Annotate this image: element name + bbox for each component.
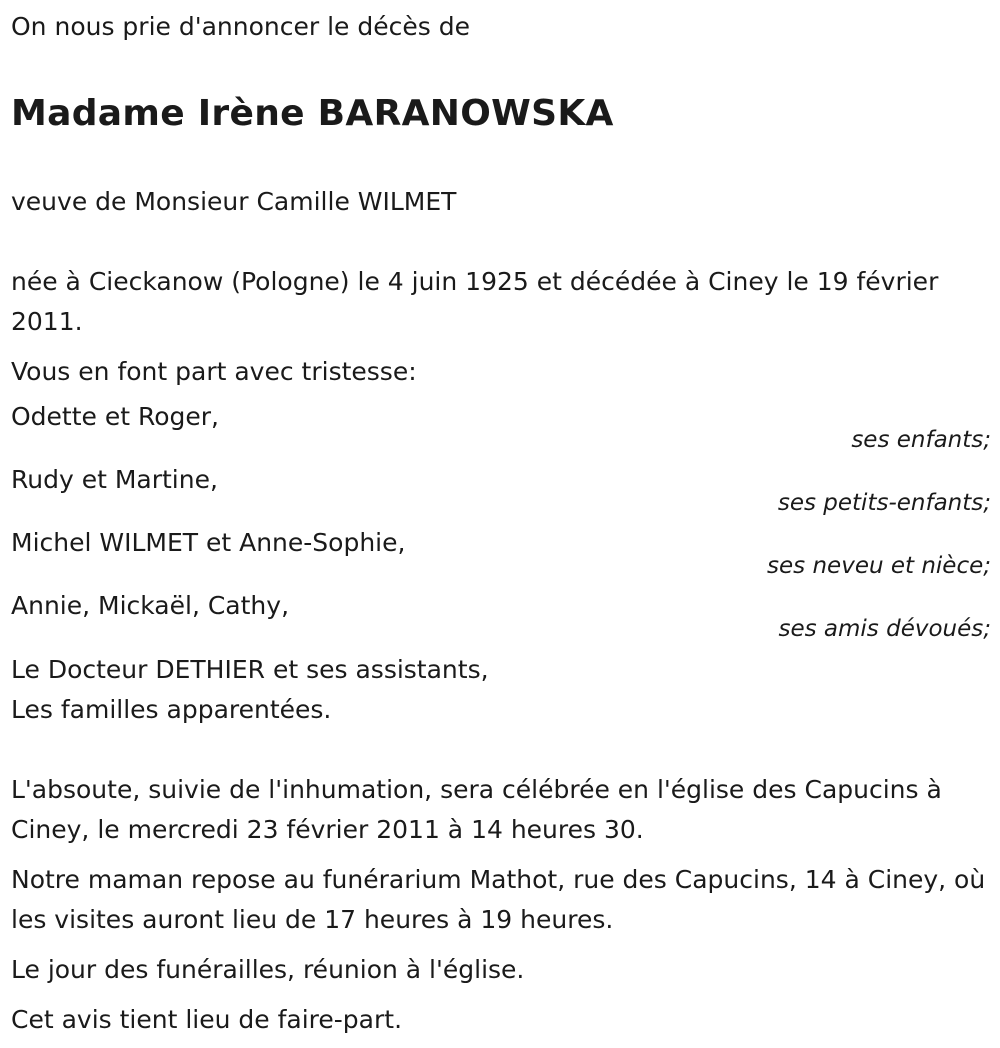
family-relation: ses amis dévoués; [778,616,991,642]
family-relation: ses petits-enfants; [777,490,991,516]
related-families-text: Les familles apparentées. [11,695,332,724]
closing-text: Cet avis tient lieu de faire-part. [11,1005,403,1034]
announcement-text: Vous en font part avec tristesse: [11,357,417,386]
family-names: Rudy et Martine, [11,465,218,494]
family-list [11,402,991,654]
intro-text: On nous prie d'annoncer le décès de [11,12,470,41]
obituary-notice [11,0,991,1040]
deceased-name: Madame Irène BARANOWSKA [11,93,614,134]
family-entry [11,402,991,465]
ceremony-text: L'absoute, suivie de l'inhumation, sera célébrée en l'église des Capucins à Ciney, le mercredi 23 février 2011 à 14 heures 30. [11,775,942,844]
family-names: Annie, Mickaël, Cathy, [11,591,290,620]
birth-death-text: née à Cieckanow (Pologne) le 4 juin 1925 et décédée à Ciney le 19 février 2011. [11,267,939,336]
visitation-text: Notre maman repose au funérarium Mathot, rue des Capucins, 14 à Ciney, où les visites auront lieu de 17 heures à 19 heures. [11,865,986,934]
family-relation: ses neveu et nièce; [767,553,991,579]
family-entry [11,465,991,528]
meeting-text: Le jour des funérailles, réunion à l'église. [11,955,525,984]
widow-of-text: veuve de Monsieur Camille WILMET [11,187,457,216]
family-entry [11,528,991,591]
family-entry [11,591,991,654]
family-relation: ses enfants; [851,427,991,453]
family-names: Odette et Roger, [11,402,220,431]
doctor-text: Le Docteur DETHIER et ses assistants, [11,655,489,684]
family-names: Michel WILMET et Anne-Sophie, [11,528,406,557]
